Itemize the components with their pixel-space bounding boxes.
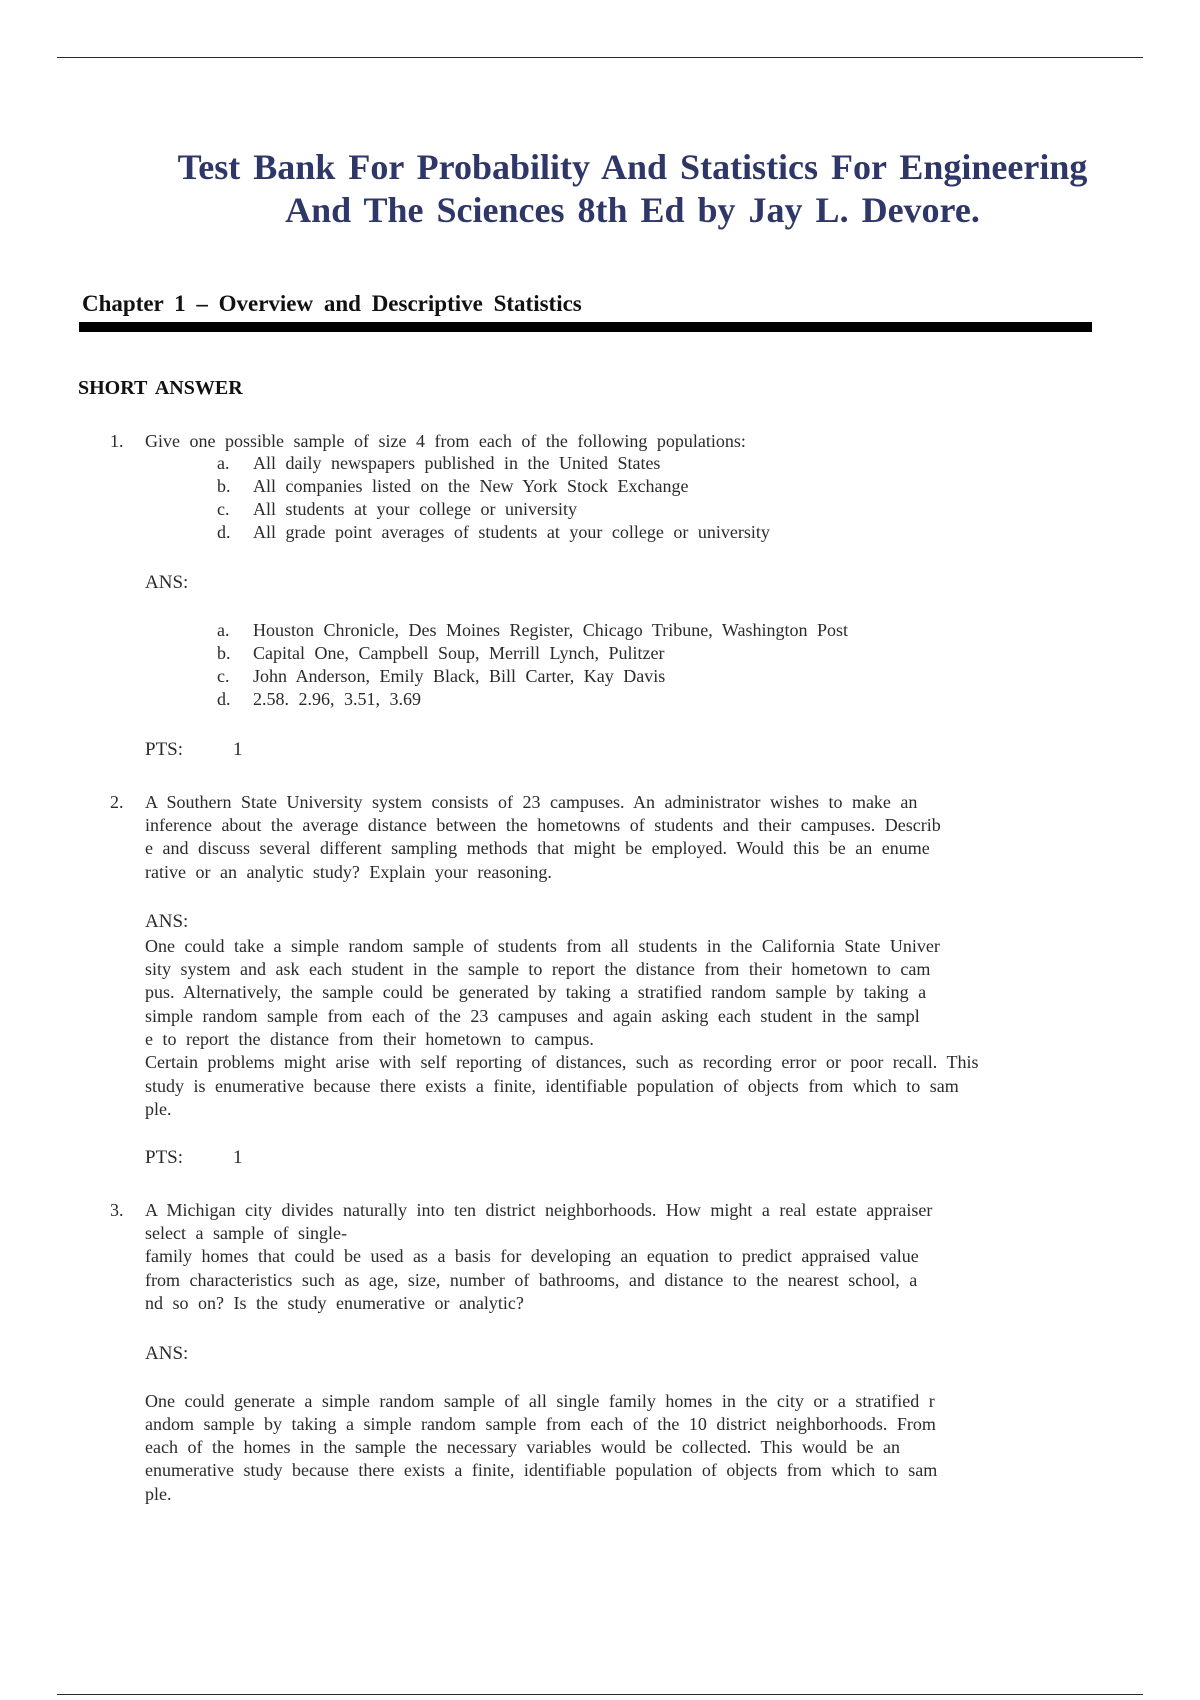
answer-label: ANS:: [145, 911, 189, 932]
question-stem-line: A Michigan city divides naturally into ten district neighborhoods. How might a real estate appraiser: [145, 1200, 933, 1220]
title-line-2: And The Sciences 8th Ed by Jay L. Devore.: [285, 190, 980, 230]
option-label: d.: [217, 522, 231, 542]
page-title: [80, 146, 1185, 232]
answer-line: simple random sample from each of the 23 campuses and again asking each student in the sampl: [145, 1006, 920, 1026]
answer-line: pus. Alternatively, the sample could be generated by taking a stratified random sample by taking a: [145, 982, 927, 1002]
points-label: PTS:: [145, 1147, 184, 1168]
points-label: PTS:: [145, 739, 184, 760]
question-number: 1.: [110, 431, 124, 451]
bottom-rule: [57, 1694, 1143, 1695]
answer-line: One could take a simple random sample of students from all students in the California State Univer: [145, 936, 940, 956]
question-number: 2.: [110, 792, 124, 812]
answer-option-label: d.: [217, 689, 231, 709]
question-stem-line: rative or an analytic study? Explain your reasoning.: [145, 862, 552, 882]
question-stem-line: inference about the average distance between the hometowns of students and their campuses. Describ: [145, 815, 941, 835]
answer-label: ANS:: [145, 572, 189, 593]
answer-line: Certain problems might arise with self reporting of distances, such as recording error or poor recall. This: [145, 1052, 979, 1072]
answer-option-label: c.: [217, 666, 230, 686]
question-stem-line: select a sample of single-: [145, 1223, 347, 1243]
answer-option-text: Capital One, Campbell Soup, Merrill Lynch, Pulitzer: [253, 643, 665, 663]
question-stem-line: e and discuss several different sampling methods that might be employed. Would this be an enume: [145, 838, 930, 858]
answer-option-text: John Anderson, Emily Black, Bill Carter, Kay Davis: [253, 666, 666, 686]
answer-line: study is enumerative because there exists a finite, identifiable population of objects from which to sam: [145, 1076, 959, 1096]
section-heading: SHORT ANSWER: [78, 377, 243, 399]
top-rule: [57, 57, 1143, 58]
question-stem: Give one possible sample of size 4 from each of the following populations:: [145, 431, 746, 451]
question-stem-line: from characteristics such as age, size, number of bathrooms, and distance to the nearest school, a: [145, 1270, 918, 1290]
chapter-underline-bar: [79, 322, 1092, 332]
answer-line: each of the homes in the sample the necessary variables would be collected. This would be an: [145, 1437, 900, 1457]
question-stem-line: A Southern State University system consists of 23 campuses. An administrator wishes to make an: [145, 792, 918, 812]
option-label: b.: [217, 476, 231, 496]
answer-label: ANS:: [145, 1343, 189, 1364]
question-stem-line: nd so on? Is the study enumerative or analytic?: [145, 1293, 524, 1313]
chapter-heading: Chapter 1 – Overview and Descriptive Statistics: [82, 291, 582, 316]
answer-line: enumerative study because there exists a finite, identifiable population of objects from which to sam: [145, 1460, 938, 1480]
answer-option-text: 2.58. 2.96, 3.51, 3.69: [253, 689, 421, 709]
option-text: All students at your college or university: [253, 499, 577, 519]
option-label: c.: [217, 499, 230, 519]
title-line-1: Test Bank For Probability And Statistics For Engineering: [177, 147, 1088, 187]
option-label: a.: [217, 453, 230, 473]
answer-option-label: a.: [217, 620, 230, 640]
question-number: 3.: [110, 1200, 124, 1220]
option-text: All daily newspapers published in the United States: [253, 453, 661, 473]
points-value: 1: [233, 739, 243, 760]
answer-line: sity system and ask each student in the sample to report the distance from their hometown to cam: [145, 959, 931, 979]
answer-option-text: Houston Chronicle, Des Moines Register, Chicago Tribune, Washington Post: [253, 620, 848, 640]
points-value: 1: [233, 1147, 243, 1168]
option-text: All grade point averages of students at your college or university: [253, 522, 770, 542]
answer-option-label: b.: [217, 643, 231, 663]
answer-line: ple.: [145, 1484, 172, 1504]
answer-line: One could generate a simple random sample of all single family homes in the city or a stratified r: [145, 1391, 935, 1411]
answer-line: ple.: [145, 1099, 172, 1119]
option-text: All companies listed on the New York Stock Exchange: [253, 476, 689, 496]
question-stem-line: family homes that could be used as a basis for developing an equation to predict appraised value: [145, 1246, 919, 1266]
answer-line: andom sample by taking a simple random sample from each of the 10 district neighborhoods. From: [145, 1414, 936, 1434]
answer-line: e to report the distance from their hometown to campus.: [145, 1029, 594, 1049]
